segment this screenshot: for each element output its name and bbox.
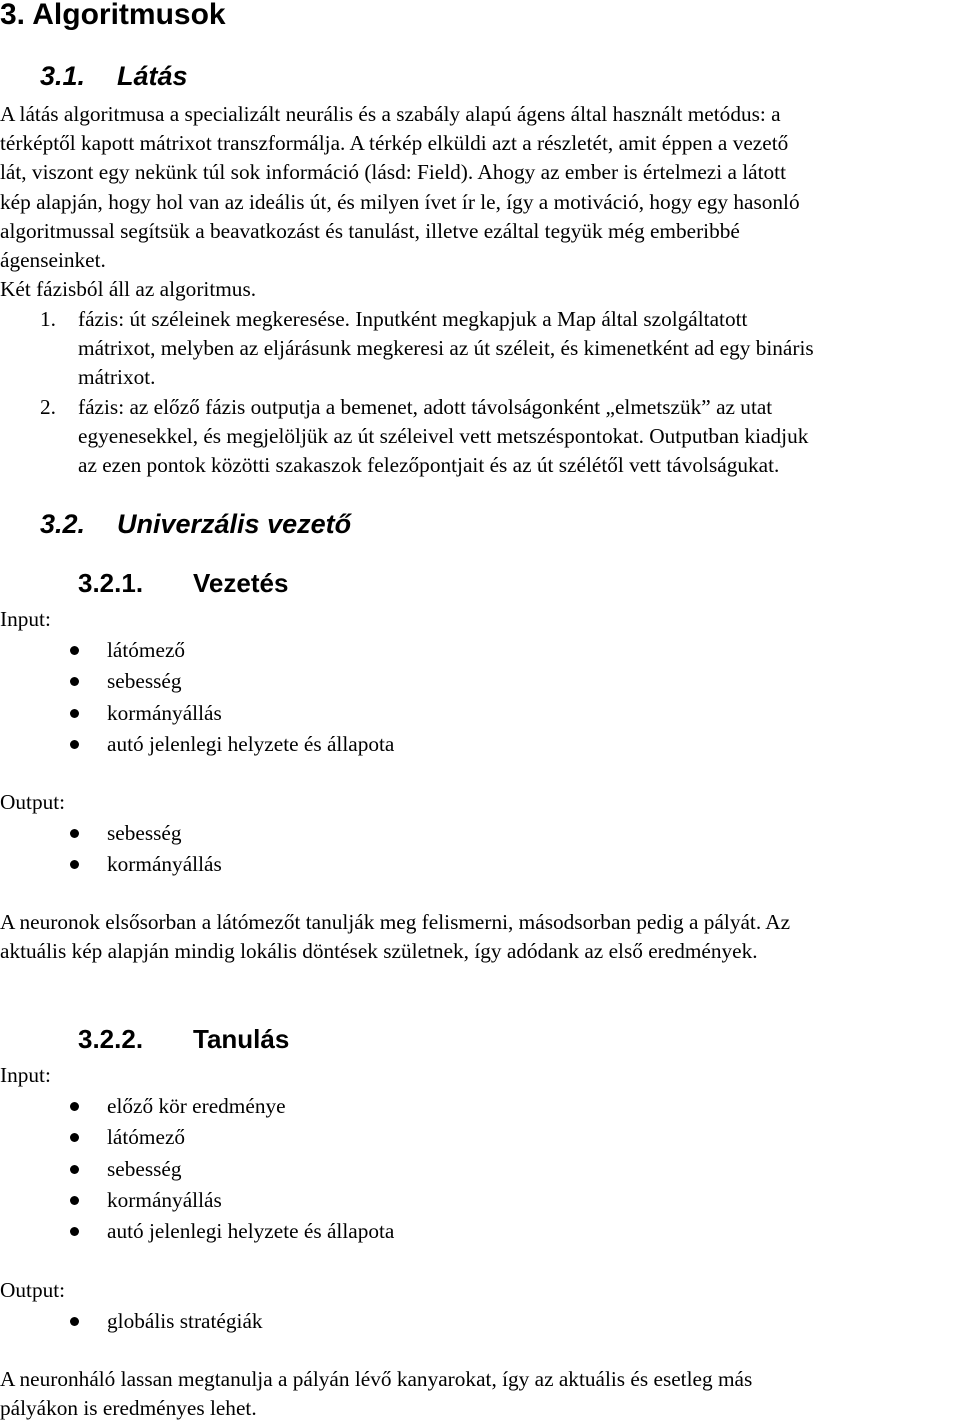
subsection-number: 3.2.1. — [78, 568, 144, 598]
list-item: autó jelenlegi helyzete és állapota — [0, 1216, 394, 1247]
text-line: ágenseinket. — [0, 248, 106, 273]
text-line: kép alapján, hogy hol van az ideális út, és milyen ívet ír le, így a motiváció, hogy egy hasonló — [0, 189, 800, 214]
output-label: Output: — [0, 1278, 66, 1302]
bullet-icon — [70, 1133, 79, 1142]
subsection-heading-3-2-1 — [78, 569, 288, 597]
list-item: előző kör eredménye — [0, 1091, 394, 1122]
list-item: látómező — [0, 1122, 394, 1153]
list-item: látómező — [0, 635, 394, 666]
text-line: algoritmussal segítsük a beavatkozást és tanulást, illetve ezáltal tegyük még emberibbé — [0, 218, 740, 243]
bullet-icon — [70, 740, 79, 749]
section-title: Univerzális vezető — [117, 509, 352, 539]
text-line: lát, viszont egy nekünk túl sok információ (lásd: Field). Ahogy az ember is értelmezi a látott — [0, 160, 787, 185]
text-line: egyenesekkel, és megjelöljük az út széleivel vett metszéspontokat. Outputban kiadjuk — [78, 424, 809, 449]
text-line: térképtől kapott mátrixot transzformálja. A térkép elküldi azt a részletét, amit éppen a vezető — [0, 131, 789, 156]
output-list — [0, 818, 222, 881]
subsection-heading-3-2-2 — [78, 1025, 289, 1053]
paragraph-latas-intro — [0, 100, 800, 304]
list-item: sebesség — [0, 818, 222, 849]
input-label: Input: — [0, 1063, 51, 1087]
section-heading-3-1 — [40, 62, 188, 90]
subsection-title: Vezetés — [193, 568, 289, 598]
section-number: 3.1. — [40, 61, 86, 91]
text-line: mátrixot, melyben az eljárásunk megkeresi az út széleit, és kimenetként ad egy bináris — [78, 336, 814, 361]
bullet-icon — [70, 1227, 79, 1236]
bullet-icon — [70, 646, 79, 655]
bullet-icon — [70, 1317, 79, 1326]
list-item: kormányállás — [0, 698, 394, 729]
output-label: Output: — [0, 790, 66, 814]
list-item: kormányállás — [0, 1185, 394, 1216]
section-number: 3.2. — [40, 509, 86, 539]
list-item: sebesség — [0, 1154, 394, 1185]
list-item: kormányállás — [0, 849, 222, 880]
text-line: A látás algoritmusa a specializált neurális és a szabály alapú ágens által használt metódus: a — [0, 102, 781, 126]
text-line: Két fázisból áll az algoritmus. — [0, 277, 257, 302]
text-line: mátrixot. — [78, 365, 156, 390]
bullet-icon — [70, 1196, 79, 1205]
input-list — [0, 635, 394, 760]
section-title: Látás — [117, 61, 188, 91]
list-item: globális stratégiák — [0, 1306, 263, 1337]
list-number: 2. — [40, 395, 56, 419]
list-item: sebesség — [0, 666, 394, 697]
section-heading-3-2 — [40, 510, 351, 538]
list-number: 1. — [40, 307, 56, 331]
input-list — [0, 1091, 394, 1247]
bullet-icon — [70, 1165, 79, 1174]
chapter-heading: 3. Algoritmusok — [0, 0, 226, 31]
text-line: A neuronok elsősorban a látómezőt tanulják meg felismerni, másodsorban pedig a pályát. Az — [0, 910, 791, 934]
text-line: A neuronháló lassan megtanulja a pályán lévő kanyarokat, így az aktuális és esetleg más — [0, 1367, 753, 1391]
paragraph-tanulas — [0, 1365, 752, 1423]
bullet-icon — [70, 677, 79, 686]
input-label: Input: — [0, 607, 51, 631]
text-line: aktuális kép alapján mindig lokális döntések születnek, így adódank az első eredmények. — [0, 939, 758, 964]
bullet-icon — [70, 709, 79, 718]
text-line: fázis: út széleinek megkeresése. Inputként megkapjuk a Map által szolgáltatott — [78, 307, 748, 331]
bullet-icon — [70, 1102, 79, 1111]
text-line: pályákon is eredményes lehet. — [0, 1396, 257, 1421]
subsection-title: Tanulás — [193, 1024, 290, 1054]
list-item: autó jelenlegi helyzete és állapota — [0, 729, 394, 760]
paragraph-vezetes — [0, 908, 790, 966]
subsection-number: 3.2.2. — [78, 1024, 144, 1054]
text-line: fázis: az előző fázis outputja a bemenet, adott távolságonként „elmetszük” az utat — [78, 395, 773, 419]
output-list — [0, 1306, 263, 1337]
bullet-icon — [70, 860, 79, 869]
text-line: az ezen pontok közötti szakaszok felezőpontjait és az út szélétől vett távolságukat. — [78, 453, 780, 478]
bullet-icon — [70, 829, 79, 838]
